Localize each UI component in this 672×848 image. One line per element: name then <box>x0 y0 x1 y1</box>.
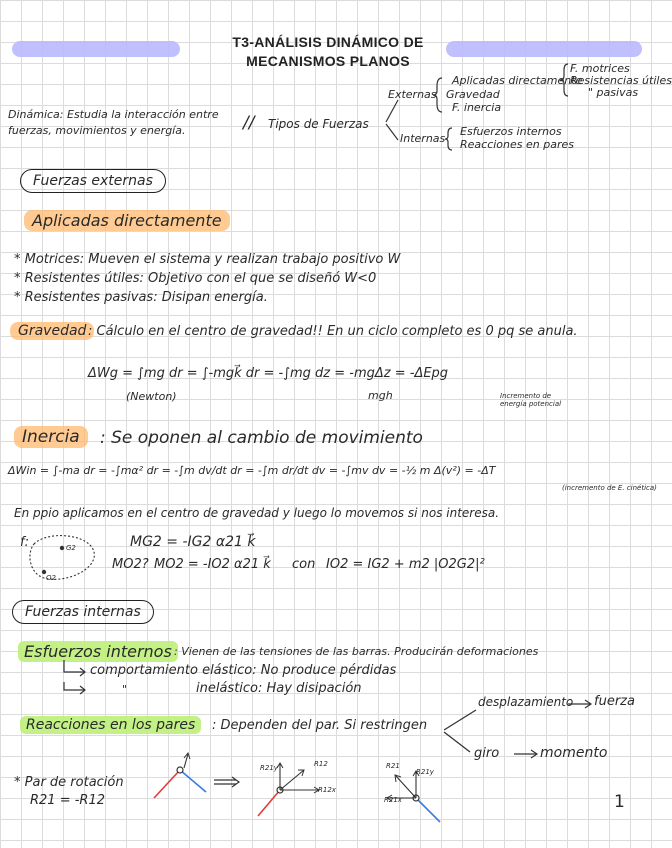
label-inercia: Inercia <box>14 426 88 448</box>
label-r21y-b: R21y <box>416 768 434 776</box>
label-o2: O2 <box>46 574 56 582</box>
label-gravedad: Gravedad <box>10 322 94 340</box>
comportamiento-elastico: comportamiento elástico: No produce pérdidas <box>90 663 397 678</box>
gravedad-text: : Cálculo en el centro de gravedad!! En un ciclo completo es 0 pq se anula. <box>88 324 578 339</box>
inercia-text: : Se oponen al cambio de movimiento <box>100 428 423 448</box>
label-fuerza: fuerza <box>594 694 635 709</box>
tree-internas: Internas <box>400 132 446 145</box>
tree-externas: Externas <box>388 88 437 101</box>
equation-mo2: MO2 = -IO2 α21 k⃗ <box>154 557 271 572</box>
tree-resist-pasivas: " pasivas <box>588 86 639 99</box>
label-r12x: R12x <box>318 786 336 794</box>
page-number: 1 <box>614 792 625 812</box>
tree-motrices: F. motrices <box>570 62 630 75</box>
label-r12: R12 <box>314 760 328 768</box>
equation-io2: IO2 = IG2 + m2 |O2G2|² <box>326 557 485 572</box>
tree-resist-utiles: Resistencias útiles <box>570 74 672 87</box>
page-title-line1: T3-ANÁLISIS DINÁMICO DE <box>232 34 424 50</box>
label-giro: giro <box>474 746 500 761</box>
equation-inercia: ΔWin = ∫-ma dr = -∫mα² dr = -∫m dv/dt dr = -∫m dr/dt dv = -∫mv dv = -½ m Δ(v²) = -ΔT <box>8 464 496 477</box>
label-newton: (Newton) <box>126 390 177 403</box>
equation-gravedad: ΔWg = ∫mg dr = ∫-mgk⃗ dr = -∫mg dz = -mgΔz = -ΔEpg <box>88 366 449 381</box>
reacciones-text: : Dependen del par. Si restringen <box>212 718 428 733</box>
dinamica-definition-line1: Dinámica: Estudia la interacción entre <box>8 108 219 121</box>
ditto-mark: " <box>122 683 128 696</box>
tree-esfuerzos-internos: Esfuerzos internos <box>460 125 562 138</box>
label-con: con <box>292 557 316 572</box>
label-esfuerzos-internos: Esfuerzos internos <box>18 641 178 662</box>
label-r21x: R21x <box>384 796 402 804</box>
section-fuerzas-internas: Fuerzas internas <box>12 600 154 624</box>
tree-inercia: F. inercia <box>452 101 502 114</box>
par-rotacion-diagrams <box>148 750 448 830</box>
equation-r21: R21 = -R12 <box>30 793 105 808</box>
page-title-line2: MECANISMOS PLANOS <box>246 53 410 69</box>
comportamiento-inelastico: inelástico: Hay disipación <box>196 681 362 696</box>
item-resistentes-utiles: * Resistentes útiles: Objetivo con el que se diseñó W<0 <box>14 271 377 286</box>
label-r21: R21 <box>386 762 400 770</box>
tipos-de-fuerzas: Tipos de Fuerzas <box>268 117 369 131</box>
label-f: f: <box>20 535 29 550</box>
separator: // <box>243 113 255 133</box>
section-aplicadas-directamente: Aplicadas directamente <box>24 210 230 231</box>
rigid-body-sketch <box>28 532 102 586</box>
tree-aplicadas: Aplicadas directamente <box>452 74 583 87</box>
equation-mg2: MG2 = -IG2 α21 k⃗ <box>130 534 256 550</box>
ppio-text: En ppio aplicamos en el centro de gravedad y luego lo movemos si nos interesa. <box>14 506 500 520</box>
dinamica-definition-line2: fuerzas, movimientos y energía. <box>8 124 186 137</box>
note-energia-cinetica: (incremento de E. cinética) <box>562 484 657 492</box>
arrows-comportamiento <box>60 660 90 696</box>
label-mgh: mgh <box>368 389 393 402</box>
label-reacciones-pares: Reacciones en los pares <box>20 716 201 734</box>
equation-mo2-question: MO2? <box>112 557 149 572</box>
label-g2: G2 <box>66 544 76 552</box>
item-motrices: * Motrices: Mueven el sistema y realizan trabajo positivo W <box>14 252 401 267</box>
label-desplazamiento: desplazamiento <box>478 695 574 709</box>
label-momento: momento <box>540 745 608 761</box>
esfuerzos-text: : Vienen de las tensiones de las barras. Producirán deformaciones <box>174 645 539 658</box>
label-r21y: R21y <box>260 764 278 772</box>
note-energia-potencial: Incremento de energía potencial <box>500 392 562 408</box>
item-resistentes-pasivas: * Resistentes pasivas: Disipan energía. <box>14 290 268 305</box>
tree-gravedad: Gravedad <box>446 88 500 101</box>
section-fuerzas-externas: Fuerzas externas <box>20 169 166 193</box>
tree-reacciones: Reacciones en pares <box>460 138 574 151</box>
par-rotacion: * Par de rotación <box>14 775 124 790</box>
